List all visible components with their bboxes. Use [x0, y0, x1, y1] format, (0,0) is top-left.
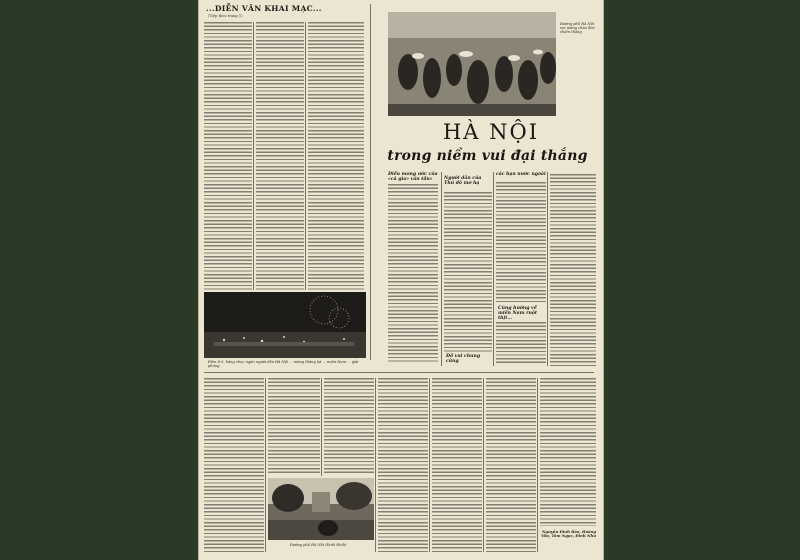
bottom-column-6 [486, 378, 536, 552]
column-rule [493, 172, 494, 366]
bottom-column-1 [204, 378, 264, 552]
main-col3-subhead: Cùng hướng về miền Nam ruột thịt... [498, 306, 538, 321]
bottom-column-5 [432, 378, 482, 552]
main-col1-head: Điều mong ước của «cả gia» văn tần» [388, 172, 438, 182]
column-rule [305, 22, 306, 290]
bottom-column-3 [324, 378, 374, 474]
column-rule [547, 172, 548, 366]
street-photo [268, 478, 374, 540]
column-rule [265, 378, 266, 552]
bottom-column-2 [268, 378, 320, 474]
main-photo-caption: Đường phố Hà Nội vui mừng chào đón chiến thắng [560, 22, 595, 35]
main-article-column-3 [496, 182, 546, 302]
column-rule [483, 378, 484, 552]
night-celebration-photo [204, 292, 366, 358]
section-rule [204, 372, 594, 373]
bottom-column-4 [378, 378, 428, 552]
left-article-column-3 [308, 22, 364, 290]
main-article-title: HÀ NỘI [442, 120, 540, 144]
left-article-column-1 [204, 22, 252, 290]
column-rule [537, 378, 538, 552]
main-col3-head: các bạn nước ngoài [496, 172, 546, 177]
main-article-subtitle: trong niềm vui đại thắng [387, 148, 588, 164]
main-article-column-4 [550, 174, 596, 366]
column-rule [429, 378, 430, 552]
street-photo-caption: Đường phố Hà Nội (Đinh Đình) [290, 543, 347, 547]
left-article-column-2 [256, 22, 304, 290]
column-rule [253, 22, 254, 290]
main-article-column-3b [496, 322, 546, 364]
left-article-headline: ...DIỄN VĂN KHAI MẠC... [206, 4, 322, 13]
main-article-column-2 [444, 192, 492, 352]
main-col2-foot: Đồ vui chung cùng [446, 354, 481, 364]
main-col2-head: Người dân của Thủ đô mơ hạ [444, 176, 482, 186]
article-authors: Nguyễn Đình Bảo, Hoàng Vân, Tâm Ngọc, Đình Nhu [541, 529, 596, 539]
continuation-note: (Tiếp theo trang 1) [208, 14, 243, 18]
bottom-column-7 [540, 378, 596, 526]
night-photo-caption: Đêm 8-5, hàng chục ngàn người dân Hà Nội ... mừng thắng lợi ... miền Nam ... giải phóng [208, 360, 359, 369]
main-article-column-1 [388, 184, 438, 362]
column-rule [441, 172, 442, 366]
column-rule [321, 378, 322, 476]
hanoi-crowd-photo [388, 12, 556, 116]
column-rule [370, 4, 371, 360]
column-rule [375, 378, 376, 552]
